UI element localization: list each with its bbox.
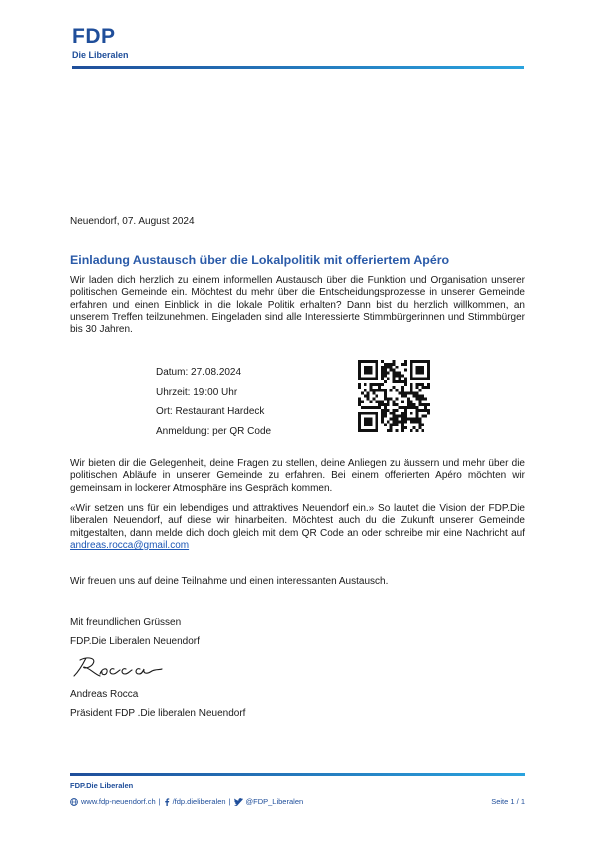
closing-organization: FDP.Die Liberalen Neuendorf (70, 636, 200, 647)
logo-subtitle: Die Liberalen (72, 50, 129, 60)
intro-paragraph: Wir laden dich herzlich zu einem informellen Austausch über die Funktion und Organisation unserer politischen Gemeinde ein. Möchtest du mehr über die Entscheidungsprozesse in unserer Gemeinde erfahren und einen Einblick in die lokale Politik erhalten? Dann bist du herzlich willkommen, an unserem Treffen teilzunehmen. Eingeladen sind alle Interessierte Stimmbürgerinnen und Stimmbürger bis 30 Jahren. (70, 275, 525, 336)
footer-links (70, 797, 303, 806)
footer-facebook-link[interactable]: /fdp.dieliberalen (172, 797, 226, 806)
closing-paragraph: Wir freuen uns auf deine Teilnahme und einen interessanten Austausch. (70, 576, 389, 587)
handwritten-signature (70, 652, 165, 680)
signer-name: Andreas Rocca (70, 689, 139, 700)
footer-separator-2: | (228, 797, 231, 806)
closing-block (70, 613, 200, 651)
signer-block (70, 686, 245, 723)
email-link[interactable]: andreas.rocca@gmail.com (70, 539, 190, 551)
letter-date: Neuendorf, 07. August 2024 (70, 216, 195, 227)
vision-text: «Wir setzen uns für ein lebendiges und attraktives Neuendorf ein.» So lautet die Vision der FDP.Die liberalen Neuendorf, auf diese wir hinarbeiten. Möchtest auch du die Zukunft unserer Gemeinde mitgestalten, dann melde dich doch gleich mit dem QR Code an oder schreibe mir eine Nachricht auf (70, 503, 525, 539)
signer-title: Präsident FDP .Die liberalen Neuendorf (70, 707, 246, 719)
letter-title: Einladung Austausch über die Lokalpolitik mit offeriertem Apéro (70, 253, 450, 267)
event-time: Uhrzeit: 19:00 Uhr (156, 386, 238, 398)
offer-paragraph: Wir bieten dir die Gelegenheit, deine Fragen zu stellen, deine Anliegen zu äussern und mehr über die politischen Abläufe in unserer Gemeinde zu erfahren. Bei einem offerierten Apéro möchten wir gemeinsam in lockerer Atmosphäre ins Gespräch kommen. (70, 458, 525, 494)
event-registration: Anmeldung: per QR Code (156, 425, 272, 437)
footer-website-link[interactable]: www.fdp-neuendorf.ch (81, 797, 156, 806)
header-divider (72, 66, 524, 69)
footer-organization: FDP.Die Liberalen (70, 781, 134, 790)
facebook-icon (164, 798, 170, 806)
footer-separator: | (158, 797, 161, 806)
logo-fdp: FDP (72, 25, 116, 48)
twitter-icon (234, 798, 243, 806)
page-number: Seite 1 / 1 (491, 797, 525, 806)
globe-icon (70, 798, 78, 806)
event-details (156, 363, 271, 441)
qr-code[interactable] (358, 360, 430, 432)
vision-paragraph (70, 503, 525, 552)
footer-divider (70, 773, 525, 776)
footer-twitter-link[interactable]: @FDP_Liberalen (245, 797, 304, 806)
closing-greeting: Mit freundlichen Grüssen (70, 617, 182, 628)
event-date: Datum: 27.08.2024 (156, 367, 242, 378)
event-place: Ort: Restaurant Hardeck (156, 406, 265, 417)
